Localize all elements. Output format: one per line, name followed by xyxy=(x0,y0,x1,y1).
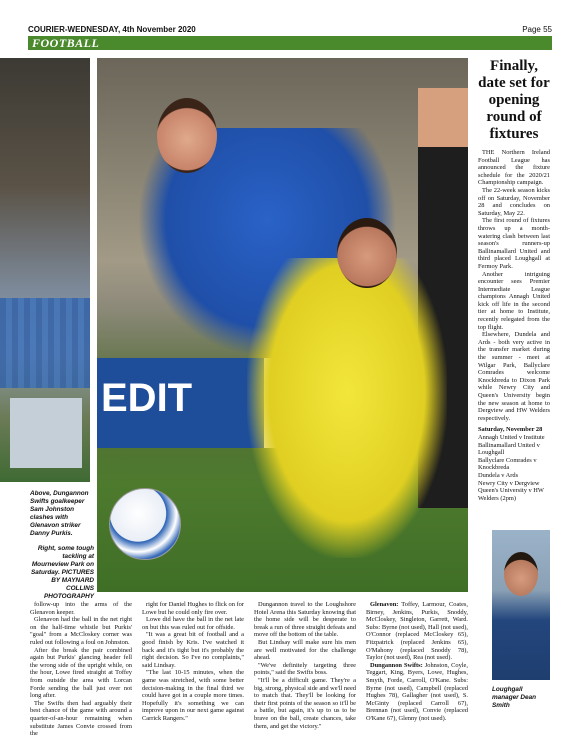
article-paragraph: Dungannon travel to the Loughshore Hotel Arena this Saturday knowing that the home side will be desperate to break a run of three straight defeats and move off the bottom of the table. xyxy=(254,601,356,639)
article-paragraph: follow-up into the arms of the Glenavon keeper. xyxy=(30,601,132,616)
fixture-item: Newry City v Dergview xyxy=(478,479,540,487)
article-paragraph: After the break the pair combined again but Purkis' glancing header fell the wrong side of the upright while, on the hour, Lowe fired straight at Toffey from outside the area with Lorcan Forde sending the ball just over not long after. xyxy=(30,646,132,700)
sidebar-paragraph: Elsewhere, Dundela and Ards - both very active in the transfer market during the summer - meet at Wilgar Park, Ballyclare Comrades welcome Knockbreda to Dixon Park while Newry City and Queen's University begin the new season at home to Dergview and HW Welders respectively. xyxy=(478,331,550,422)
photo-player-yellow xyxy=(247,258,447,558)
caption-left: Above, Dungannon Swifts goalkeeper Sam Johnston clashes with Glenavon striker Danny Purkis. xyxy=(30,490,89,537)
fixture-item: Annagh United v Institute xyxy=(478,433,545,441)
photo-football xyxy=(109,488,181,560)
article-paragraph: But Lindsay will make sure his men are well motivated for the challenge ahead. xyxy=(254,638,356,662)
caption-right: Right, some tough tackling at Mourneview Park on Saturday. PICTURES BY MAYNARD COLLINS PHOTOGRAPHY xyxy=(31,545,94,600)
manager-caption: Loughgall manager Dean Smith xyxy=(492,686,537,709)
masthead xyxy=(28,22,552,36)
sidebar-body xyxy=(478,149,550,422)
fixtures-sidebar xyxy=(478,58,550,730)
article-paragraph: "We've definitely targeting three points," said the Swifts boss. xyxy=(254,661,356,677)
photo-tackle xyxy=(97,58,468,592)
article-column-2 xyxy=(142,601,244,723)
article-paragraph: "It'll be a difficult game. They're a big, strong, physical side and we'll need to match that. They'll be looking for their first points of the season so it'll be a battle, but again, it's up to us to be brave on the ball, create chances, take them, and get the victory." xyxy=(254,676,356,730)
photo-goalkeeper-clash xyxy=(0,58,90,482)
match-report xyxy=(30,601,470,737)
team-lineup-dungannon: Dungannon Swifts: Johnston, Coyle, Teggart, King, Byers, Lowe, Hughes, Smyth, Forde, Carroll, O'Kane. Subs: Byrne (not used), Campbell (replaced Hughes 78), Gallagher (not used), S. McGinty (replaced Carroll 67), Brennan (not used), Convie (replaced O'Kane 67), Glenny (not used). xyxy=(366,661,468,722)
article-paragraph: Glenavon had the ball in the net right on the half-time whistle but Purkis' "goal" from a McCloskey corner was ruled out following a foul on Johnston. xyxy=(30,616,132,646)
article-column-3 xyxy=(254,601,356,730)
masthead-date: COURIER-WEDNESDAY, 4th November 2020 xyxy=(28,25,196,34)
photo-player-blue-head xyxy=(157,98,217,173)
sidebar-paragraph: THE Northern Ireland Football League has announced the fixture schedule for the 2020/21 Championship campaign. xyxy=(478,149,550,187)
photo-ad-board-text: EDIT xyxy=(101,376,193,420)
fixtures-heading: Saturday, November 28 xyxy=(478,426,543,434)
sidebar-paragraph: The first round of fixtures throws up a month-watering clash between last season's runners-up Ballinamallard United and third placed Loughgall at Fermoy Park. xyxy=(478,217,550,270)
photo-sign xyxy=(10,398,82,468)
article-paragraph: "It was a great bit of football and a good finish by Kris. I've watched it back and it's tight but it's probably the right decision. So I've no complaints," said Lindsay. xyxy=(142,631,244,669)
article-paragraph: Lowe did have the ball in the net late on but this was ruled out for offside. xyxy=(142,616,244,631)
photo-stand xyxy=(0,298,90,388)
manager-photo xyxy=(492,530,550,680)
section-banner xyxy=(28,36,552,50)
article-paragraph: The Swifts then had arguably their best chance of the game with around a quarter-of-an-hour remaining when substitute James Convie crossed from the xyxy=(30,699,132,737)
fixture-item: Ballyclare Comrades v Knockbreda xyxy=(478,456,537,472)
sidebar-paragraph: The 22-week season kicks off on Saturday, November 28 and concludes on Saturday, May 22. xyxy=(478,186,550,217)
article-column-4 xyxy=(366,601,468,723)
sidebar-headline: Finally, date set for opening round of fixtures xyxy=(478,58,550,142)
manager-face xyxy=(504,552,538,596)
team-lineup-glenavon: Glenavon: Toffey, Larmour, Coates, Birney, Jenkins, Purkis, Snoddy, McCloskey, Singleton, Garrett, Ward. Subs: Byrne (not used), Hall (not used), O'Connor (replaced McCloskey 65), Fitzpatrick (replaced Jenkins 65), O'Mahony (replaced Snoddy 78), Taylor (not used), Rea (not used). xyxy=(366,601,468,662)
section-label: FOOTBALL xyxy=(32,36,100,50)
article-column-1 xyxy=(30,601,132,737)
article-paragraph: right for Daniel Hughes to flick on for Lowe but he could only fire over. xyxy=(142,601,244,616)
fixture-item: Ballinamallard United v Loughgall xyxy=(478,441,540,457)
fixture-item: Queen's University v HW Welders (2pm) xyxy=(478,487,544,502)
sidebar-paragraph: Another intriguing encounter sees Premier Intermediate League champions Annagh United kick off life in the second tier at home to Institute, recently relegated from the top flight. xyxy=(478,270,550,331)
article-paragraph: "The last 10-15 minutes, when the game was stretched, with some better decision-making in the final third we could have got in a couple more times. Hopefully it's something we can improve upon in our next game against Carrick Rangers." xyxy=(142,669,244,722)
fixture-item: Dundela v Ards xyxy=(478,471,519,479)
page-number: Page 55 xyxy=(522,25,552,34)
photo-player-yellow-head xyxy=(337,218,397,288)
